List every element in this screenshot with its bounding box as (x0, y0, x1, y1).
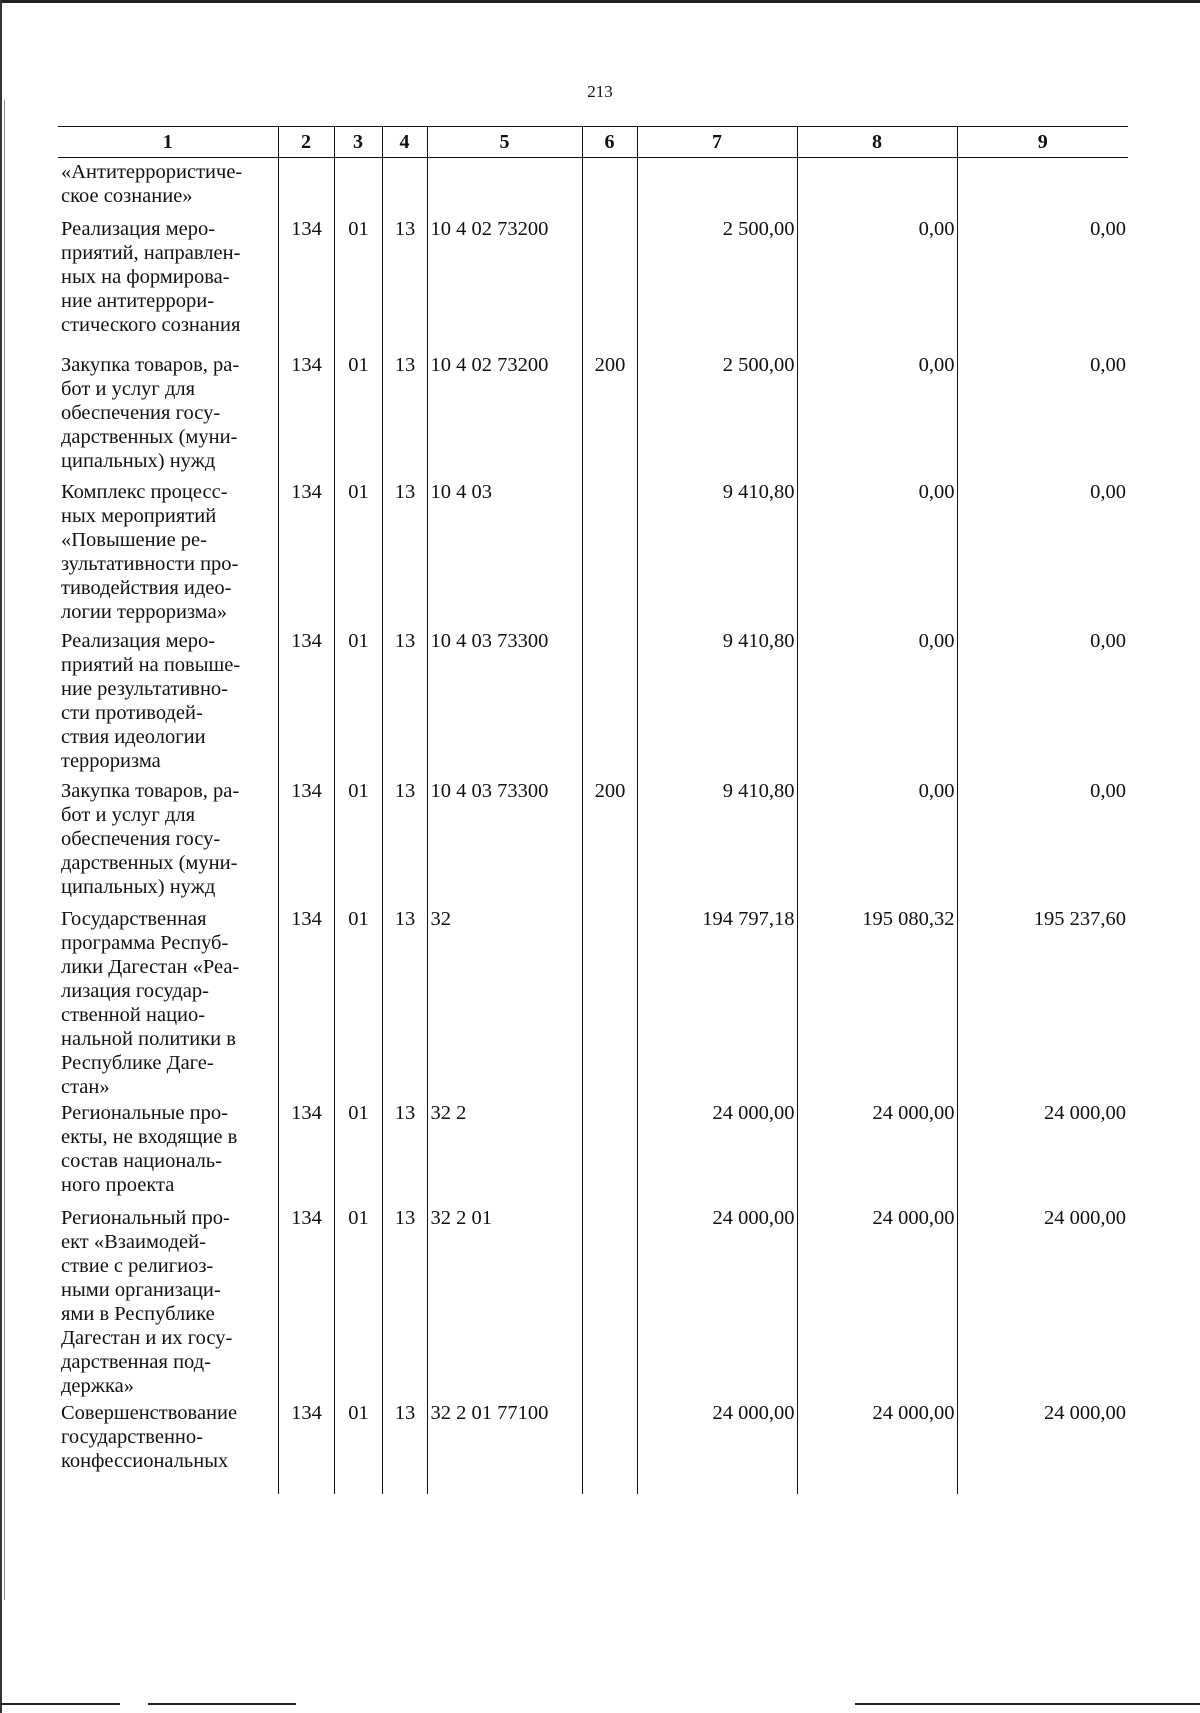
table-row (58, 905, 1128, 1099)
amount-col7-cell: 9 410,80 (637, 478, 797, 627)
amount-col8-cell: 195 080,32 (797, 905, 957, 1099)
section-cell: 01 (334, 215, 382, 351)
amount-col7-cell: 9 410,80 (637, 627, 797, 777)
bottom-rule (0, 1703, 120, 1705)
amount-col8-cell: 24 000,00 (797, 1399, 957, 1494)
expense-type-cell (582, 478, 637, 627)
column-header: 3 (334, 127, 382, 158)
amount-col7-cell: 24 000,00 (637, 1204, 797, 1399)
table-row (58, 1099, 1128, 1204)
table-row (58, 351, 1128, 478)
target-article-cell: 10 4 02 73200 (427, 215, 582, 351)
row-name-cell: Совершенствование государственно- конфессиональных (58, 1399, 278, 1494)
scan-border-top (0, 0, 1200, 3)
row-name-cell: Региональный про- ект «Взаимодей- ствие с религиоз- ными организаци- ями в Республике Дагестан и их госу- дарственная под- держка» (58, 1204, 278, 1399)
table-body (58, 158, 1128, 1494)
admin-code-cell: 134 (278, 627, 334, 777)
amount-col8-cell: 24 000,00 (797, 1204, 957, 1399)
amount-col7-cell (637, 158, 797, 215)
subsection-cell: 13 (382, 905, 427, 1099)
row-name-cell: Реализация меро- приятий, направлен- ных на формирова- ние антитеррори- стического сознания (58, 215, 278, 351)
amount-col9-cell: 24 000,00 (957, 1204, 1128, 1399)
row-name-cell: Комплекс процесс- ных мероприятий «Повышение ре- зультативности про- тиводействия идео- логии терроризма» (58, 478, 278, 627)
amount-col7-cell: 24 000,00 (637, 1099, 797, 1204)
section-cell: 01 (334, 627, 382, 777)
table-row (58, 1204, 1128, 1399)
target-article-cell: 32 2 01 77100 (427, 1399, 582, 1494)
table-row (58, 1399, 1128, 1494)
amount-col8-cell: 0,00 (797, 777, 957, 905)
amount-col9-cell: 24 000,00 (957, 1099, 1128, 1204)
row-name-cell: Закупка товаров, ра- бот и услуг для обеспечения госу- дарственных (муни- ципальных) нужд (58, 777, 278, 905)
section-cell: 01 (334, 1204, 382, 1399)
admin-code-cell: 134 (278, 215, 334, 351)
target-article-cell: 32 2 01 (427, 1204, 582, 1399)
target-article-cell: 10 4 02 73200 (427, 351, 582, 478)
expense-type-cell (582, 1399, 637, 1494)
target-article-cell: 32 (427, 905, 582, 1099)
expense-type-cell (582, 627, 637, 777)
admin-code-cell: 134 (278, 478, 334, 627)
amount-col9-cell: 0,00 (957, 478, 1128, 627)
amount-col9-cell: 0,00 (957, 777, 1128, 905)
row-name-cell: Реализация меро- приятий на повыше- ние результативно- сти противодей- ствия идеологии терроризма (58, 627, 278, 777)
column-header: 7 (637, 127, 797, 158)
amount-col8-cell: 0,00 (797, 351, 957, 478)
target-article-cell: 32 2 (427, 1099, 582, 1204)
admin-code-cell: 134 (278, 351, 334, 478)
section-cell: 01 (334, 1099, 382, 1204)
admin-code-cell: 134 (278, 1399, 334, 1494)
table-row (58, 215, 1128, 351)
subsection-cell: 13 (382, 215, 427, 351)
admin-code-cell: 134 (278, 1099, 334, 1204)
subsection-cell: 13 (382, 777, 427, 905)
column-header: 2 (278, 127, 334, 158)
expense-type-cell (582, 158, 637, 215)
section-cell (334, 158, 382, 215)
amount-col8-cell: 0,00 (797, 478, 957, 627)
section-cell: 01 (334, 351, 382, 478)
amount-col9-cell: 24 000,00 (957, 1399, 1128, 1494)
expense-type-cell (582, 215, 637, 351)
amount-col9-cell: 0,00 (957, 627, 1128, 777)
amount-col9-cell: 195 237,60 (957, 905, 1128, 1099)
target-article-cell: 10 4 03 (427, 478, 582, 627)
amount-col8-cell: 24 000,00 (797, 1099, 957, 1204)
page-number: 213 (587, 82, 613, 101)
target-article-cell: 10 4 03 73300 (427, 777, 582, 905)
amount-col7-cell: 194 797,18 (637, 905, 797, 1099)
column-header: 6 (582, 127, 637, 158)
admin-code-cell: 134 (278, 1204, 334, 1399)
scan-border-left (0, 0, 2, 1713)
section-cell: 01 (334, 478, 382, 627)
amount-col7-cell: 2 500,00 (637, 351, 797, 478)
table-row (58, 158, 1128, 215)
admin-code-cell (278, 158, 334, 215)
row-name-cell: Закупка товаров, ра- бот и услуг для обеспечения госу- дарственных (муни- ципальных) нужд (58, 351, 278, 478)
section-cell: 01 (334, 905, 382, 1099)
expense-type-cell: 200 (582, 777, 637, 905)
expense-type-cell (582, 1204, 637, 1399)
admin-code-cell: 134 (278, 905, 334, 1099)
table-row (58, 478, 1128, 627)
column-header: 9 (957, 127, 1128, 158)
amount-col8-cell: 0,00 (797, 215, 957, 351)
amount-col7-cell: 24 000,00 (637, 1399, 797, 1494)
amount-col8-cell (797, 158, 957, 215)
amount-col9-cell: 0,00 (957, 351, 1128, 478)
table-row (58, 627, 1128, 777)
column-header: 4 (382, 127, 427, 158)
amount-col7-cell: 9 410,80 (637, 777, 797, 905)
subsection-cell: 13 (382, 1099, 427, 1204)
subsection-cell: 13 (382, 1399, 427, 1494)
bottom-rule (148, 1703, 296, 1705)
row-name-cell: Региональные про- екты, не входящие в состав националь- ного проекта (58, 1099, 278, 1204)
subsection-cell (382, 158, 427, 215)
subsection-cell: 13 (382, 478, 427, 627)
section-cell: 01 (334, 1399, 382, 1494)
bottom-rule (855, 1703, 1200, 1705)
target-article-cell: 10 4 03 73300 (427, 627, 582, 777)
amount-col8-cell: 0,00 (797, 627, 957, 777)
budget-table (58, 126, 1128, 1494)
column-header: 8 (797, 127, 957, 158)
table-row (58, 777, 1128, 905)
expense-type-cell: 200 (582, 351, 637, 478)
target-article-cell (427, 158, 582, 215)
row-name-cell: «Антитеррористиче- ское сознание» (58, 158, 278, 215)
scan-border-left-inner (4, 100, 5, 1600)
admin-code-cell: 134 (278, 777, 334, 905)
section-cell: 01 (334, 777, 382, 905)
row-name-cell: Государственная программа Респуб- лики Дагестан «Реа- лизация государ- ственной нацио- нальной политики в Республике Даге- стан» (58, 905, 278, 1099)
expense-type-cell (582, 905, 637, 1099)
column-header: 5 (427, 127, 582, 158)
column-header: 1 (58, 127, 278, 158)
amount-col9-cell: 0,00 (957, 215, 1128, 351)
amount-col9-cell (957, 158, 1128, 215)
amount-col7-cell: 2 500,00 (637, 215, 797, 351)
expense-type-cell (582, 1099, 637, 1204)
table-header-row (58, 127, 1128, 158)
subsection-cell: 13 (382, 351, 427, 478)
subsection-cell: 13 (382, 627, 427, 777)
subsection-cell: 13 (382, 1204, 427, 1399)
